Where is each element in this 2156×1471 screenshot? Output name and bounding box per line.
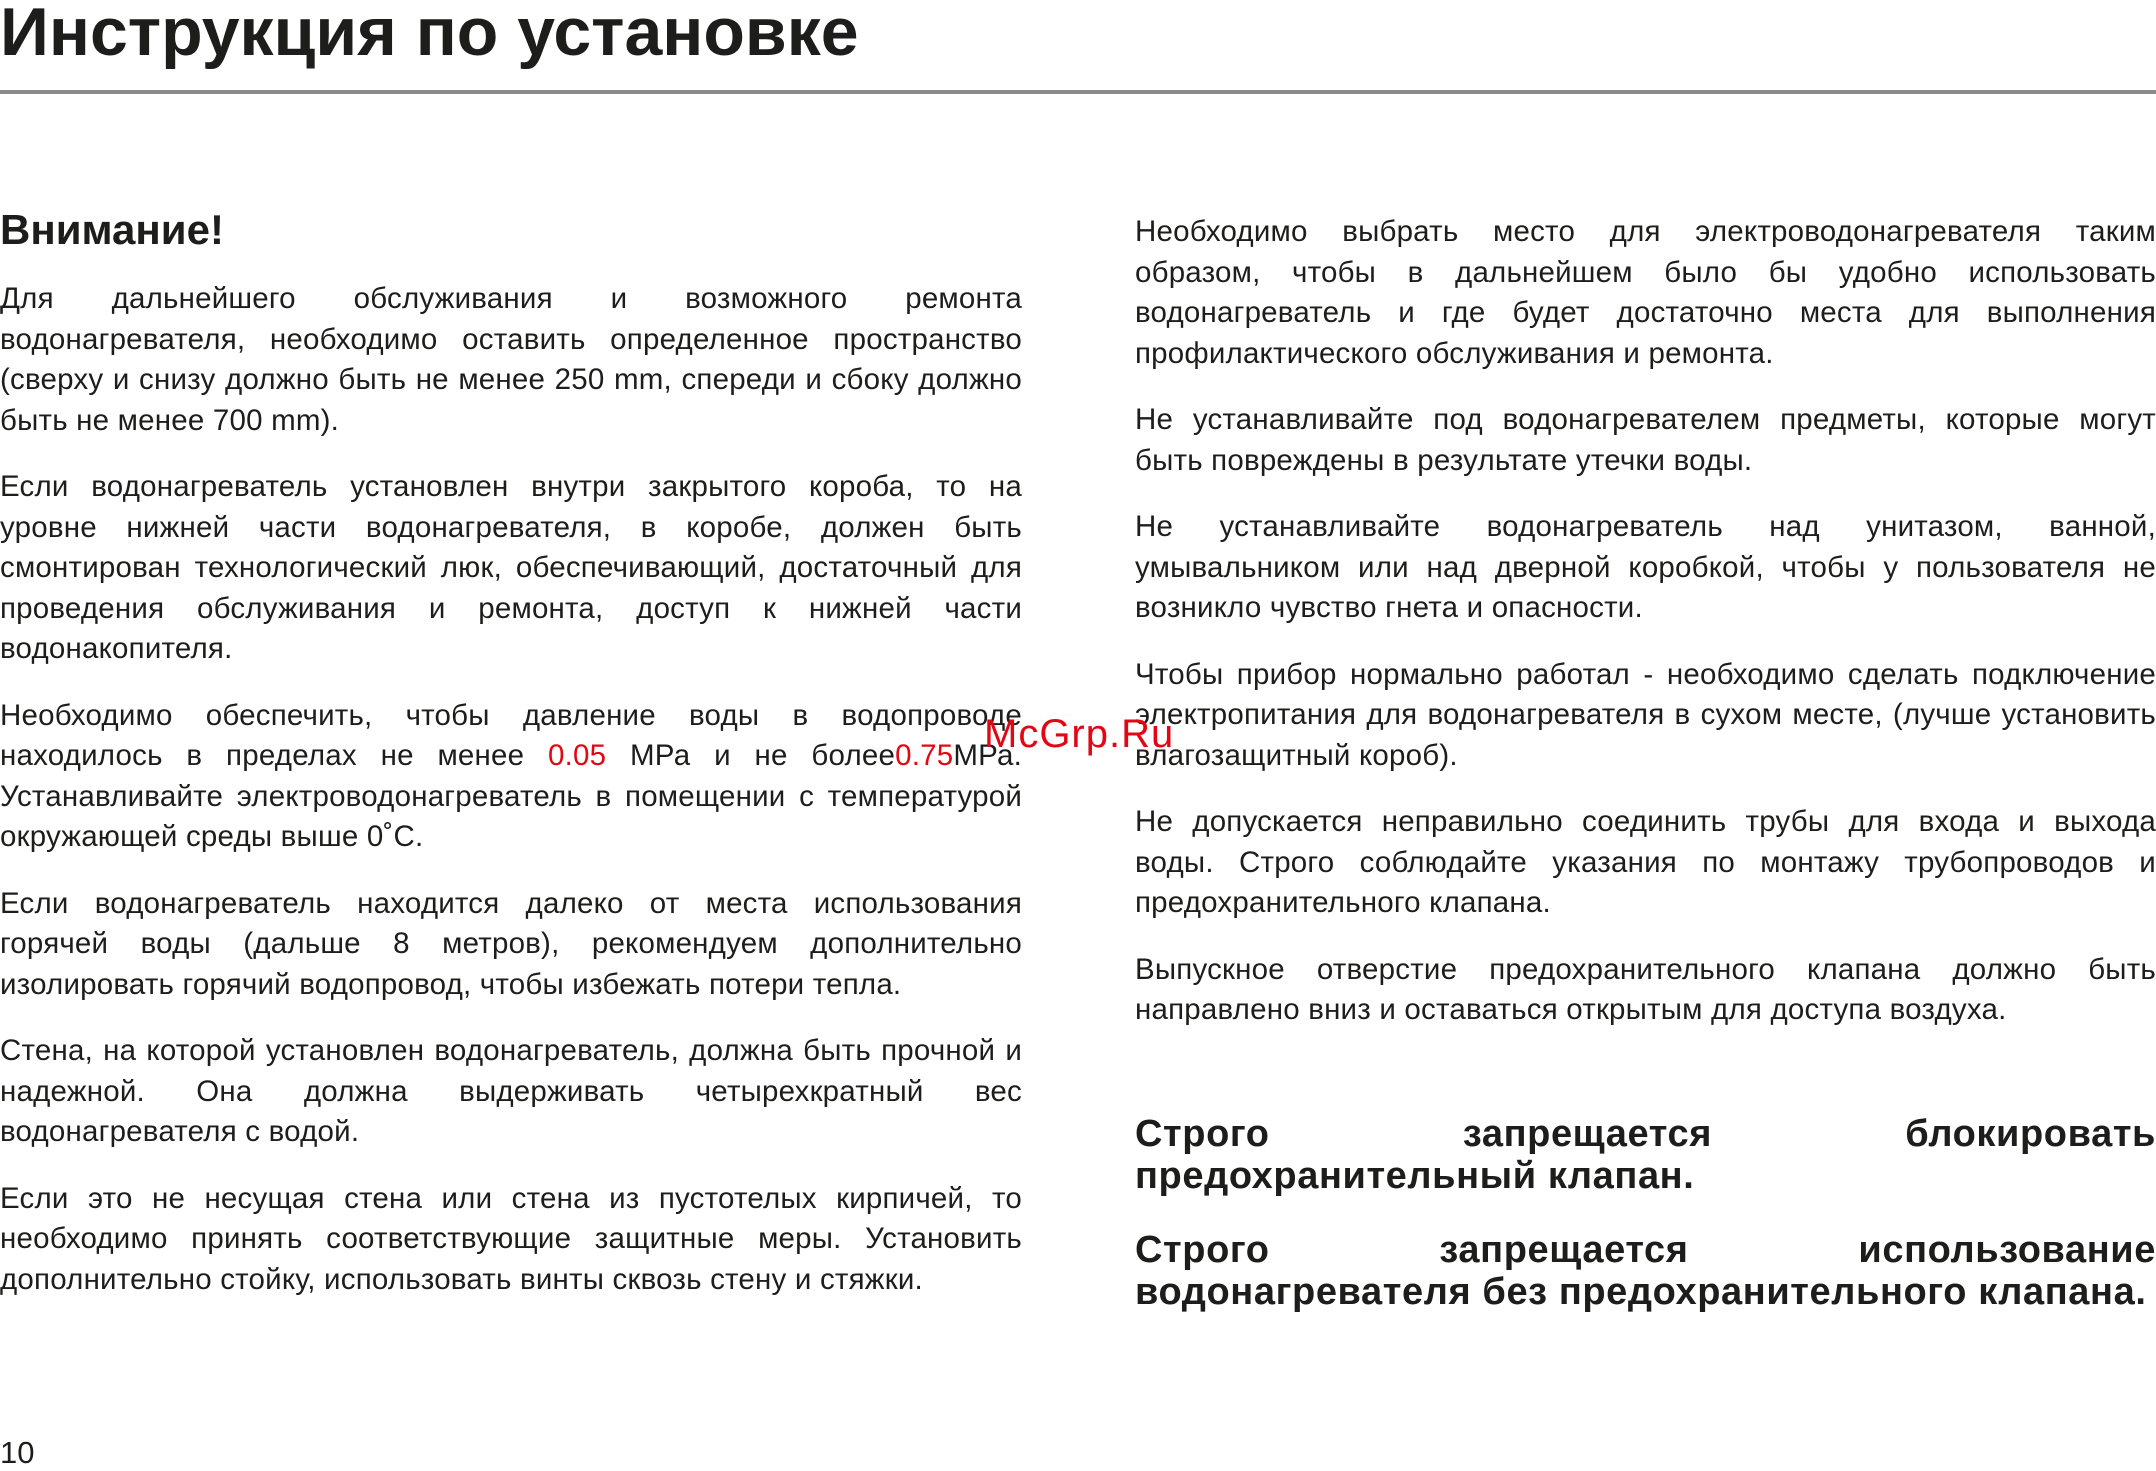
pipe-connection-paragraph: Не допускается неправильно соединить трубы для входа и выхода воды. Строго соблюдайте указания по монтажу трубопроводов и предохранительного клапана. (1135, 805, 2156, 919)
pressure-min-value: 0.05 (548, 739, 607, 772)
leak-objects-paragraph: Не устанавливайте под водонагревателем предметы, которые могут быть повреждены в результате утечки воды. (1135, 403, 2156, 477)
water-pressure-paragraph (0, 696, 1022, 858)
left-column (0, 205, 1022, 1326)
access-hatch-paragraph: Если водонагреватель установлен внутри закрытого короба, то на уровне нижней части водонагревателя, в коробе, должен быть смонтирован технологический люк, обеспечивающий, достаточный для проведения обслуживания и ремонта, доступ к нижней части водонакопителя. (0, 470, 1022, 665)
power-connection-paragraph: Чтобы прибор нормально работал - необходимо сделать подключение электропитания для водонагревателя в сухом месте, (лучше установить влагозащитный короб). (1135, 657, 2156, 772)
page-number: 10 (0, 1435, 35, 1470)
location-paragraph: Необходимо выбрать место для электроводонагревателя таким образом, чтобы в дальнейшем было бы удобно использовать водонагреватель и где будет достаточно места для выполнения профилактического обслуживания и ремонта. (1135, 215, 2156, 370)
placement-paragraph: Не устанавливайте водонагреватель над унитазом, ванной, умывальником или над дверной коробкой, чтобы у пользователя не возникло чувство гнета и опасности. (1135, 510, 2156, 624)
non-bearing-wall-paragraph: Если это не несущая стена или стена из пустотелых кирпичей, то необходимо принять соответствующие защитные меры. Установить дополнительно стойку, использовать винты сквозь стену и стяжки. (0, 1181, 1022, 1296)
pressure-text-b: МРа и не более (606, 739, 896, 772)
site-watermark: McGrp.Ru (984, 712, 1175, 756)
valve-required-warning: Строго запрещается использование водонагревателя без предохранительного клапана. (1135, 1228, 2156, 1313)
pressure-text-a: Необходимо обеспечить, чтобы давление воды в водопроводе находилось в пределах не менее (0, 698, 1022, 772)
valve-block-warning: Строго запрещается блокировать предохранительный клапан. (1135, 1112, 2156, 1197)
clearance-paragraph: Для дальнейшего обслуживания и возможного ремонта водонагревателя, необходимо оставить определенное пространство (сверху и снизу должно быть не менее 250 mm, спереди и сбоку должно быть не менее 700 mm). (0, 282, 1022, 437)
pressure-max-value: 0.75 (895, 739, 954, 772)
insulation-paragraph: Если водонагреватель находится далеко от места использования горячей воды (дальше 8 метров), рекомендуем дополнительно изолировать горячий водопровод, чтобы избежать потери тепла. (0, 886, 1022, 1001)
title-divider (0, 90, 2156, 94)
wall-strength-paragraph: Стена, на которой установлен водонагреватель, должна быть прочной и надежной. Она должна выдерживать четырехкратный вес водонагревателя с водой. (0, 1034, 1022, 1148)
valve-outlet-paragraph: Выпускное отверстие предохранительного клапана должно быть направлено вниз и оставаться открытым для доступа воздуха. (1135, 952, 2156, 1026)
page-title: Инструкция по установке (0, 0, 859, 70)
right-column (1135, 212, 2156, 1345)
pressure-text-c: МРа. Устанавливайте электроводонагреватель в помещении с температурой окружающей среды выше 0˚С. (0, 739, 1022, 853)
attention-heading: Внимание! (0, 206, 224, 253)
